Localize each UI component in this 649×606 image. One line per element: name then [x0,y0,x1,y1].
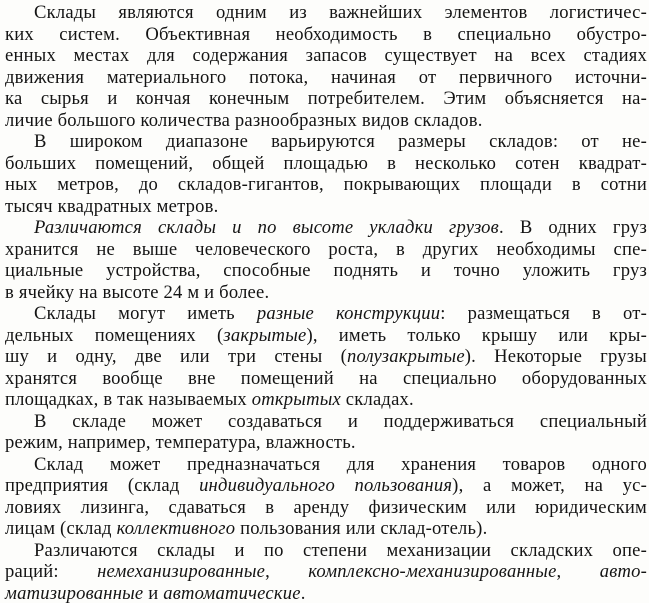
text-line: движения материального потока, начиная от первичного источни- [5,66,647,88]
text-line: ка сырья и кончая конечным потребителем. Этим объясняется на- [5,88,647,109]
italic-term: матизированные [5,582,144,604]
text-line [0,324,649,348]
text-line: ных метров, до складов-гигантов, покрывающих площади в сотни [5,174,647,195]
text-line [0,517,649,541]
text-segment: , [556,561,600,582]
text-line: хранятся вообще вне помещений на специально оборудованных [5,367,647,389]
text-line: Склад может предназначаться для хранения товаров одного [34,453,647,475]
text-line: ких систем. Объективная необходимость в специально обустро- [5,23,647,45]
text-segment: шу и одну, две или три стены ( [5,346,347,367]
text-line: енных местах для содержания запасов существует на всех стадиях [5,45,647,66]
text-line: режим, например, температура, влажность. [5,432,356,453]
italic-term: немеханизированные [97,561,266,582]
text-line [0,345,649,369]
text-segment: ), а может, на ус- [452,475,648,496]
italic-term: коллективного [116,518,236,539]
text-line: тысяч квадратных метров. [5,195,219,217]
text-segment: дельных помещениях ( [5,324,224,346]
text-segment: , [265,561,309,582]
text-segment: пользования или склад-отель). [235,518,488,539]
text-line [0,216,649,240]
text-segment: предприятия (склад [5,475,200,496]
text-segment: Склады могут иметь [34,303,257,324]
text-segment: ), иметь только крышу или кры- [306,324,647,346]
text-segment: площадках, в так называемых [5,389,252,410]
italic-term: разные конструкции [256,303,441,324]
text-line [0,388,649,412]
text-line: Различаются склады и по степени механизации складских опе- [34,539,647,561]
italic-term: полузакрытые [346,346,465,367]
italic-term: открытых [251,389,341,410]
text-segment: лицам (склад [5,518,117,539]
text-line [0,582,649,606]
text-line: циальные устройства, способные поднять и точно уложить груз [5,260,647,281]
text-segment: : размещаться в от- [440,303,647,324]
italic-term: индивидуального пользования [199,475,453,496]
text-line: в ячейку на высоте 24 м и более. [5,281,270,303]
text-line: В широком диапазоне варьируются размеры складов: от не- [34,131,647,152]
text-segment: складах. [340,389,414,410]
text-segment: . [300,582,306,604]
italic-term: Различаются склады и по высоте укладки грузов [34,217,499,238]
text-line [0,560,649,584]
text-line [0,302,649,326]
text-line: ловиях лизинга, сдаваться в аренду физическим или юридическим [5,496,647,518]
text-line: больших помещений, общей площадью в несколько сотен квадрат- [5,152,647,174]
italic-term: комплексно-механизированные [308,561,557,582]
text-line: хранится не выше человеческого роста, в других необходимы спе- [5,238,647,260]
italic-term: автоматические [163,582,301,604]
italic-term: закрытые [223,324,307,346]
text-line [0,474,649,498]
text-segment: ). Некоторые грузы [464,346,647,367]
text-line: Склады являются одним из важнейших элементов логистичес- [34,2,647,23]
text-segment: раций: [5,561,98,582]
text-line: личие большого количества разнообразных видов складов. [5,109,483,131]
text-segment: и [143,582,164,604]
text-segment: . В одних груз [498,217,647,238]
italic-term: авто- [599,561,647,582]
text-line: В складе может создаваться и поддерживаться специальный [34,410,647,432]
